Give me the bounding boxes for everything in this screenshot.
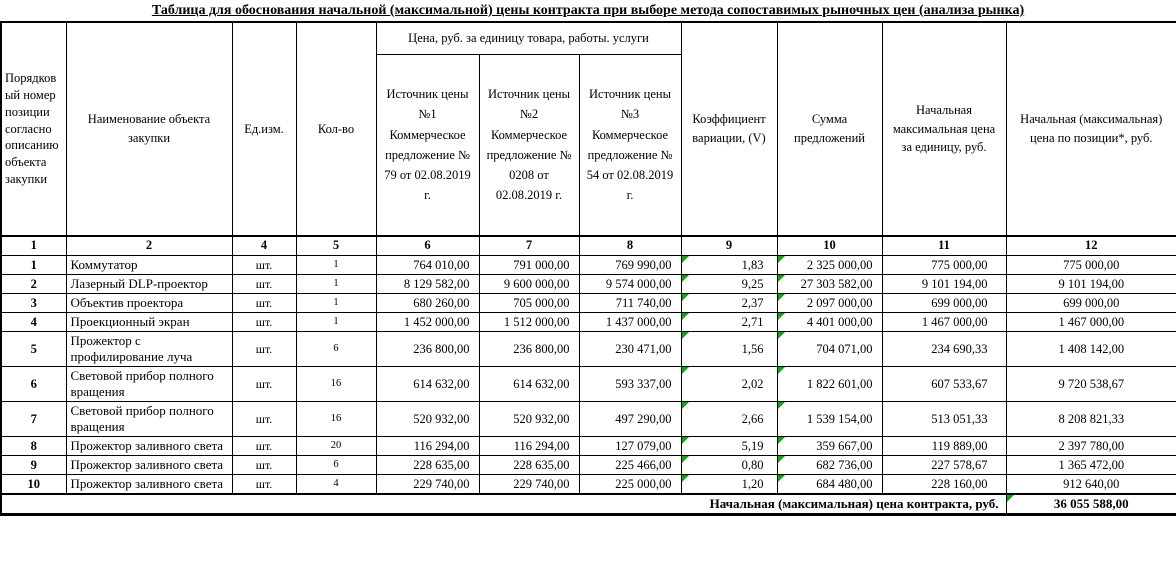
header-unit[interactable]: Ед.изм. xyxy=(232,22,296,236)
unit-cell[interactable]: шт. xyxy=(232,401,296,436)
unit-cell[interactable]: шт. xyxy=(232,293,296,312)
header-position-price[interactable]: Начальная (максимальная) цена по позиции*, руб. xyxy=(1006,22,1176,236)
price-source1-cell[interactable]: 116 294,00 xyxy=(376,436,479,455)
table-body xyxy=(1,255,1176,494)
item-name-cell[interactable]: Световой прибор полного вращения xyxy=(66,401,232,436)
column-index-cell[interactable]: 1 xyxy=(1,236,66,255)
item-name-cell[interactable]: Объектив проектора xyxy=(66,293,232,312)
error-flag-icon xyxy=(778,456,785,463)
sum-cell[interactable] xyxy=(777,255,882,274)
price-justification-table xyxy=(0,21,1176,516)
quantity-cell[interactable]: 16 xyxy=(296,401,376,436)
row-number-cell[interactable]: 10 xyxy=(1,474,66,494)
column-index-cell[interactable]: 4 xyxy=(232,236,296,255)
total-value: 36 055 588,00 xyxy=(1053,495,1129,511)
error-flag-icon xyxy=(682,275,689,282)
unit-max-price-cell[interactable]: 9 101 194,00 xyxy=(882,274,1006,293)
position-price-cell[interactable]: 912 640,00 xyxy=(1006,474,1176,494)
error-flag-icon xyxy=(778,402,785,409)
price-source1-cell[interactable]: 520 932,00 xyxy=(376,401,479,436)
price-source1-cell[interactable]: 236 800,00 xyxy=(376,331,479,366)
position-price-cell[interactable]: 1 467 000,00 xyxy=(1006,312,1176,331)
cell-value: 0,80 xyxy=(741,457,764,472)
column-index-cell[interactable]: 7 xyxy=(479,236,579,255)
unit-cell[interactable]: шт. xyxy=(232,331,296,366)
table-row xyxy=(1,331,1176,366)
cell-value: 704 071,00 xyxy=(816,341,873,356)
error-flag-icon xyxy=(682,367,689,374)
sum-cell[interactable] xyxy=(777,274,882,293)
column-index-cell[interactable]: 6 xyxy=(376,236,479,255)
cell-value: 2,37 xyxy=(741,295,764,310)
price-source2-cell[interactable]: 614 632,00 xyxy=(479,366,579,401)
unit-max-price-cell[interactable]: 119 889,00 xyxy=(882,436,1006,455)
sum-cell[interactable] xyxy=(777,366,882,401)
cell-value: 1,56 xyxy=(741,341,764,356)
sum-cell[interactable] xyxy=(777,436,882,455)
position-price-cell[interactable]: 775 000,00 xyxy=(1006,255,1176,274)
unit-cell[interactable]: шт. xyxy=(232,255,296,274)
column-index-cell[interactable]: 5 xyxy=(296,236,376,255)
total-value-cell[interactable] xyxy=(1006,494,1176,515)
price-source2-cell[interactable]: 116 294,00 xyxy=(479,436,579,455)
error-flag-icon xyxy=(682,456,689,463)
unit-max-price-cell[interactable]: 775 000,00 xyxy=(882,255,1006,274)
cell-value: 5,19 xyxy=(741,438,764,453)
unit-max-price-cell[interactable]: 699 000,00 xyxy=(882,293,1006,312)
price-source1-cell[interactable]: 1 452 000,00 xyxy=(376,312,479,331)
quantity-cell[interactable]: 20 xyxy=(296,436,376,455)
error-flag-icon xyxy=(778,256,785,263)
item-name-cell[interactable]: Лазерный DLP-проектор xyxy=(66,274,232,293)
sum-cell[interactable] xyxy=(777,455,882,474)
error-flag-icon xyxy=(682,475,689,482)
error-flag-icon xyxy=(682,402,689,409)
sum-cell[interactable] xyxy=(777,401,882,436)
price-source2-cell[interactable]: 228 635,00 xyxy=(479,455,579,474)
price-source2-cell[interactable]: 705 000,00 xyxy=(479,293,579,312)
error-flag-icon xyxy=(778,475,785,482)
error-flag-icon xyxy=(778,332,785,339)
error-flag-icon xyxy=(682,437,689,444)
row-number-cell[interactable]: 6 xyxy=(1,366,66,401)
price-source1-cell[interactable]: 8 129 582,00 xyxy=(376,274,479,293)
quantity-cell[interactable]: 4 xyxy=(296,474,376,494)
error-flag-icon xyxy=(778,437,785,444)
header-price-source-1[interactable]: Источник цены №1 Коммерческое предложение № 79 от 02.08.2019 г. xyxy=(376,54,479,236)
error-flag-icon xyxy=(682,294,689,301)
quantity-cell[interactable]: 16 xyxy=(296,366,376,401)
column-index-cell[interactable]: 9 xyxy=(681,236,777,255)
price-source3-cell[interactable]: 127 079,00 xyxy=(579,436,681,455)
cell-value: 359 667,00 xyxy=(816,438,873,453)
unit-cell[interactable]: шт. xyxy=(232,312,296,331)
price-source1-cell[interactable]: 229 740,00 xyxy=(376,474,479,494)
cell-value: 2 097 000,00 xyxy=(806,295,873,310)
price-source2-cell[interactable]: 229 740,00 xyxy=(479,474,579,494)
price-source3-cell[interactable]: 497 290,00 xyxy=(579,401,681,436)
table-row xyxy=(1,455,1176,474)
cell-value: 682 736,00 xyxy=(816,457,873,472)
quantity-cell[interactable]: 1 xyxy=(296,255,376,274)
price-source1-cell[interactable]: 614 632,00 xyxy=(376,366,479,401)
price-source3-cell[interactable]: 9 574 000,00 xyxy=(579,274,681,293)
error-flag-icon xyxy=(682,313,689,320)
column-index-cell[interactable]: 12 xyxy=(1006,236,1176,255)
cell-value: 1 822 601,00 xyxy=(806,376,873,391)
item-name-cell[interactable]: Прожектор с профилирование луча xyxy=(66,331,232,366)
item-name-cell[interactable]: Прожектор заливного света xyxy=(66,455,232,474)
variation-cell[interactable] xyxy=(681,293,777,312)
price-source2-cell[interactable]: 791 000,00 xyxy=(479,255,579,274)
table-row xyxy=(1,474,1176,494)
price-source2-cell[interactable]: 520 932,00 xyxy=(479,401,579,436)
price-source2-cell[interactable]: 1 512 000,00 xyxy=(479,312,579,331)
price-source3-cell[interactable]: 225 466,00 xyxy=(579,455,681,474)
total-label-cell[interactable]: Начальная (максимальная) цена контракта, руб. xyxy=(1,494,1006,515)
price-source3-cell[interactable]: 769 990,00 xyxy=(579,255,681,274)
table-row xyxy=(1,312,1176,331)
error-flag-icon xyxy=(778,367,785,374)
variation-cell[interactable] xyxy=(681,436,777,455)
column-index-cell[interactable]: 2 xyxy=(66,236,232,255)
price-source1-cell[interactable]: 680 260,00 xyxy=(376,293,479,312)
variation-cell[interactable] xyxy=(681,255,777,274)
variation-cell[interactable] xyxy=(681,331,777,366)
sum-cell[interactable] xyxy=(777,293,882,312)
row-number-cell[interactable]: 2 xyxy=(1,274,66,293)
row-number-cell[interactable]: 7 xyxy=(1,401,66,436)
item-name-cell[interactable]: Проекционный экран xyxy=(66,312,232,331)
table-row xyxy=(1,401,1176,436)
price-source3-cell[interactable]: 593 337,00 xyxy=(579,366,681,401)
item-name-cell[interactable]: Световой прибор полного вращения xyxy=(66,366,232,401)
error-flag-icon xyxy=(682,332,689,339)
cell-value: 2,71 xyxy=(741,314,764,329)
header-sum[interactable]: Сумма предложений xyxy=(777,22,882,236)
error-flag-icon xyxy=(778,275,785,282)
table-row xyxy=(1,274,1176,293)
header-unit-max-price[interactable]: Начальная максимальная цена за единицу, руб. xyxy=(882,22,1006,236)
price-source3-cell[interactable]: 1 437 000,00 xyxy=(579,312,681,331)
row-number-cell[interactable]: 8 xyxy=(1,436,66,455)
unit-cell[interactable]: шт. xyxy=(232,455,296,474)
header-price-source-3[interactable]: Источник цены №3 Коммерческое предложение № 54 от 02.08.2019 г. xyxy=(579,54,681,236)
cell-value: 2,66 xyxy=(741,411,764,426)
variation-cell[interactable] xyxy=(681,274,777,293)
cell-value: 9,25 xyxy=(741,276,764,291)
price-source2-cell[interactable]: 236 800,00 xyxy=(479,331,579,366)
item-name-cell[interactable]: Прожектор заливного света xyxy=(66,474,232,494)
unit-cell[interactable]: шт. xyxy=(232,474,296,494)
unit-max-price-cell[interactable]: 234 690,33 xyxy=(882,331,1006,366)
header-item-name[interactable]: Наименование объекта закупки xyxy=(66,22,232,236)
error-flag-icon xyxy=(1007,495,1014,502)
price-source2-cell[interactable]: 9 600 000,00 xyxy=(479,274,579,293)
row-number-cell[interactable]: 3 xyxy=(1,293,66,312)
error-flag-icon xyxy=(682,256,689,263)
position-price-cell[interactable]: 699 000,00 xyxy=(1006,293,1176,312)
position-price-cell[interactable]: 8 208 821,33 xyxy=(1006,401,1176,436)
unit-max-price-cell[interactable]: 513 051,33 xyxy=(882,401,1006,436)
price-source3-cell[interactable]: 225 000,00 xyxy=(579,474,681,494)
error-flag-icon xyxy=(778,294,785,301)
position-price-cell[interactable]: 1 408 142,00 xyxy=(1006,331,1176,366)
cell-value: 2,02 xyxy=(741,376,764,391)
position-price-cell[interactable]: 2 397 780,00 xyxy=(1006,436,1176,455)
quantity-cell[interactable]: 1 xyxy=(296,274,376,293)
sum-cell[interactable] xyxy=(777,474,882,494)
price-source3-cell[interactable]: 230 471,00 xyxy=(579,331,681,366)
cell-value: 27 303 582,00 xyxy=(800,276,873,291)
variation-cell[interactable] xyxy=(681,474,777,494)
cell-value: 1,20 xyxy=(741,476,764,491)
error-flag-icon xyxy=(778,313,785,320)
variation-cell[interactable] xyxy=(681,455,777,474)
header-price-source-2[interactable]: Источник цены №2 Коммерческое предложение № 0208 от 02.08.2019 г. xyxy=(479,54,579,236)
row-number-cell[interactable]: 4 xyxy=(1,312,66,331)
unit-max-price-cell[interactable]: 228 160,00 xyxy=(882,474,1006,494)
cell-value: 4 401 000,00 xyxy=(806,314,873,329)
table-row xyxy=(1,255,1176,274)
cell-value: 1 539 154,00 xyxy=(806,411,873,426)
header-position-number[interactable]: Порядковый номер позиции согласно описанию объекта закупки xyxy=(1,22,66,236)
unit-cell[interactable]: шт. xyxy=(232,366,296,401)
unit-max-price-cell[interactable]: 227 578,67 xyxy=(882,455,1006,474)
unit-cell[interactable]: шт. xyxy=(232,436,296,455)
item-name-cell[interactable]: Прожектор заливного света xyxy=(66,436,232,455)
variation-cell[interactable] xyxy=(681,401,777,436)
unit-cell[interactable]: шт. xyxy=(232,274,296,293)
sheet-title: Таблица для обоснования начальной (максимальной) цены контракта при выборе метода сопоставимых рыночных цен (анализа рынка) xyxy=(151,3,1025,18)
column-index-cell[interactable]: 8 xyxy=(579,236,681,255)
position-price-cell[interactable]: 9 720 538,67 xyxy=(1006,366,1176,401)
table-row xyxy=(1,293,1176,312)
header-quantity[interactable]: Кол-во xyxy=(296,22,376,236)
quantity-cell[interactable]: 6 xyxy=(296,331,376,366)
quantity-cell[interactable]: 1 xyxy=(296,312,376,331)
unit-max-price-cell[interactable]: 1 467 000,00 xyxy=(882,312,1006,331)
header-price-group[interactable]: Цена, руб. за единицу товара, работы. услуги xyxy=(376,22,681,54)
row-number-cell[interactable]: 1 xyxy=(1,255,66,274)
column-index-cell[interactable]: 10 xyxy=(777,236,882,255)
sum-cell[interactable] xyxy=(777,312,882,331)
row-number-cell[interactable]: 5 xyxy=(1,331,66,366)
cell-value: 684 480,00 xyxy=(816,476,873,491)
column-index-row xyxy=(1,236,1176,255)
column-index-cell[interactable]: 11 xyxy=(882,236,1006,255)
variation-cell[interactable] xyxy=(681,366,777,401)
header-variation[interactable]: Коэффициент вариации, (V) xyxy=(681,22,777,236)
table-row xyxy=(1,436,1176,455)
total-row xyxy=(1,494,1176,515)
cell-value: 1,83 xyxy=(741,257,764,272)
unit-max-price-cell[interactable]: 607 533,67 xyxy=(882,366,1006,401)
price-source1-cell[interactable]: 764 010,00 xyxy=(376,255,479,274)
table-row xyxy=(1,366,1176,401)
item-name-cell[interactable]: Коммутатор xyxy=(66,255,232,274)
sum-cell[interactable] xyxy=(777,331,882,366)
position-price-cell[interactable]: 9 101 194,00 xyxy=(1006,274,1176,293)
price-source3-cell[interactable]: 711 740,00 xyxy=(579,293,681,312)
position-price-cell[interactable]: 1 365 472,00 xyxy=(1006,455,1176,474)
row-number-cell[interactable]: 9 xyxy=(1,455,66,474)
price-source1-cell[interactable]: 228 635,00 xyxy=(376,455,479,474)
quantity-cell[interactable]: 1 xyxy=(296,293,376,312)
quantity-cell[interactable]: 6 xyxy=(296,455,376,474)
cell-value: 2 325 000,00 xyxy=(806,257,873,272)
variation-cell[interactable] xyxy=(681,312,777,331)
